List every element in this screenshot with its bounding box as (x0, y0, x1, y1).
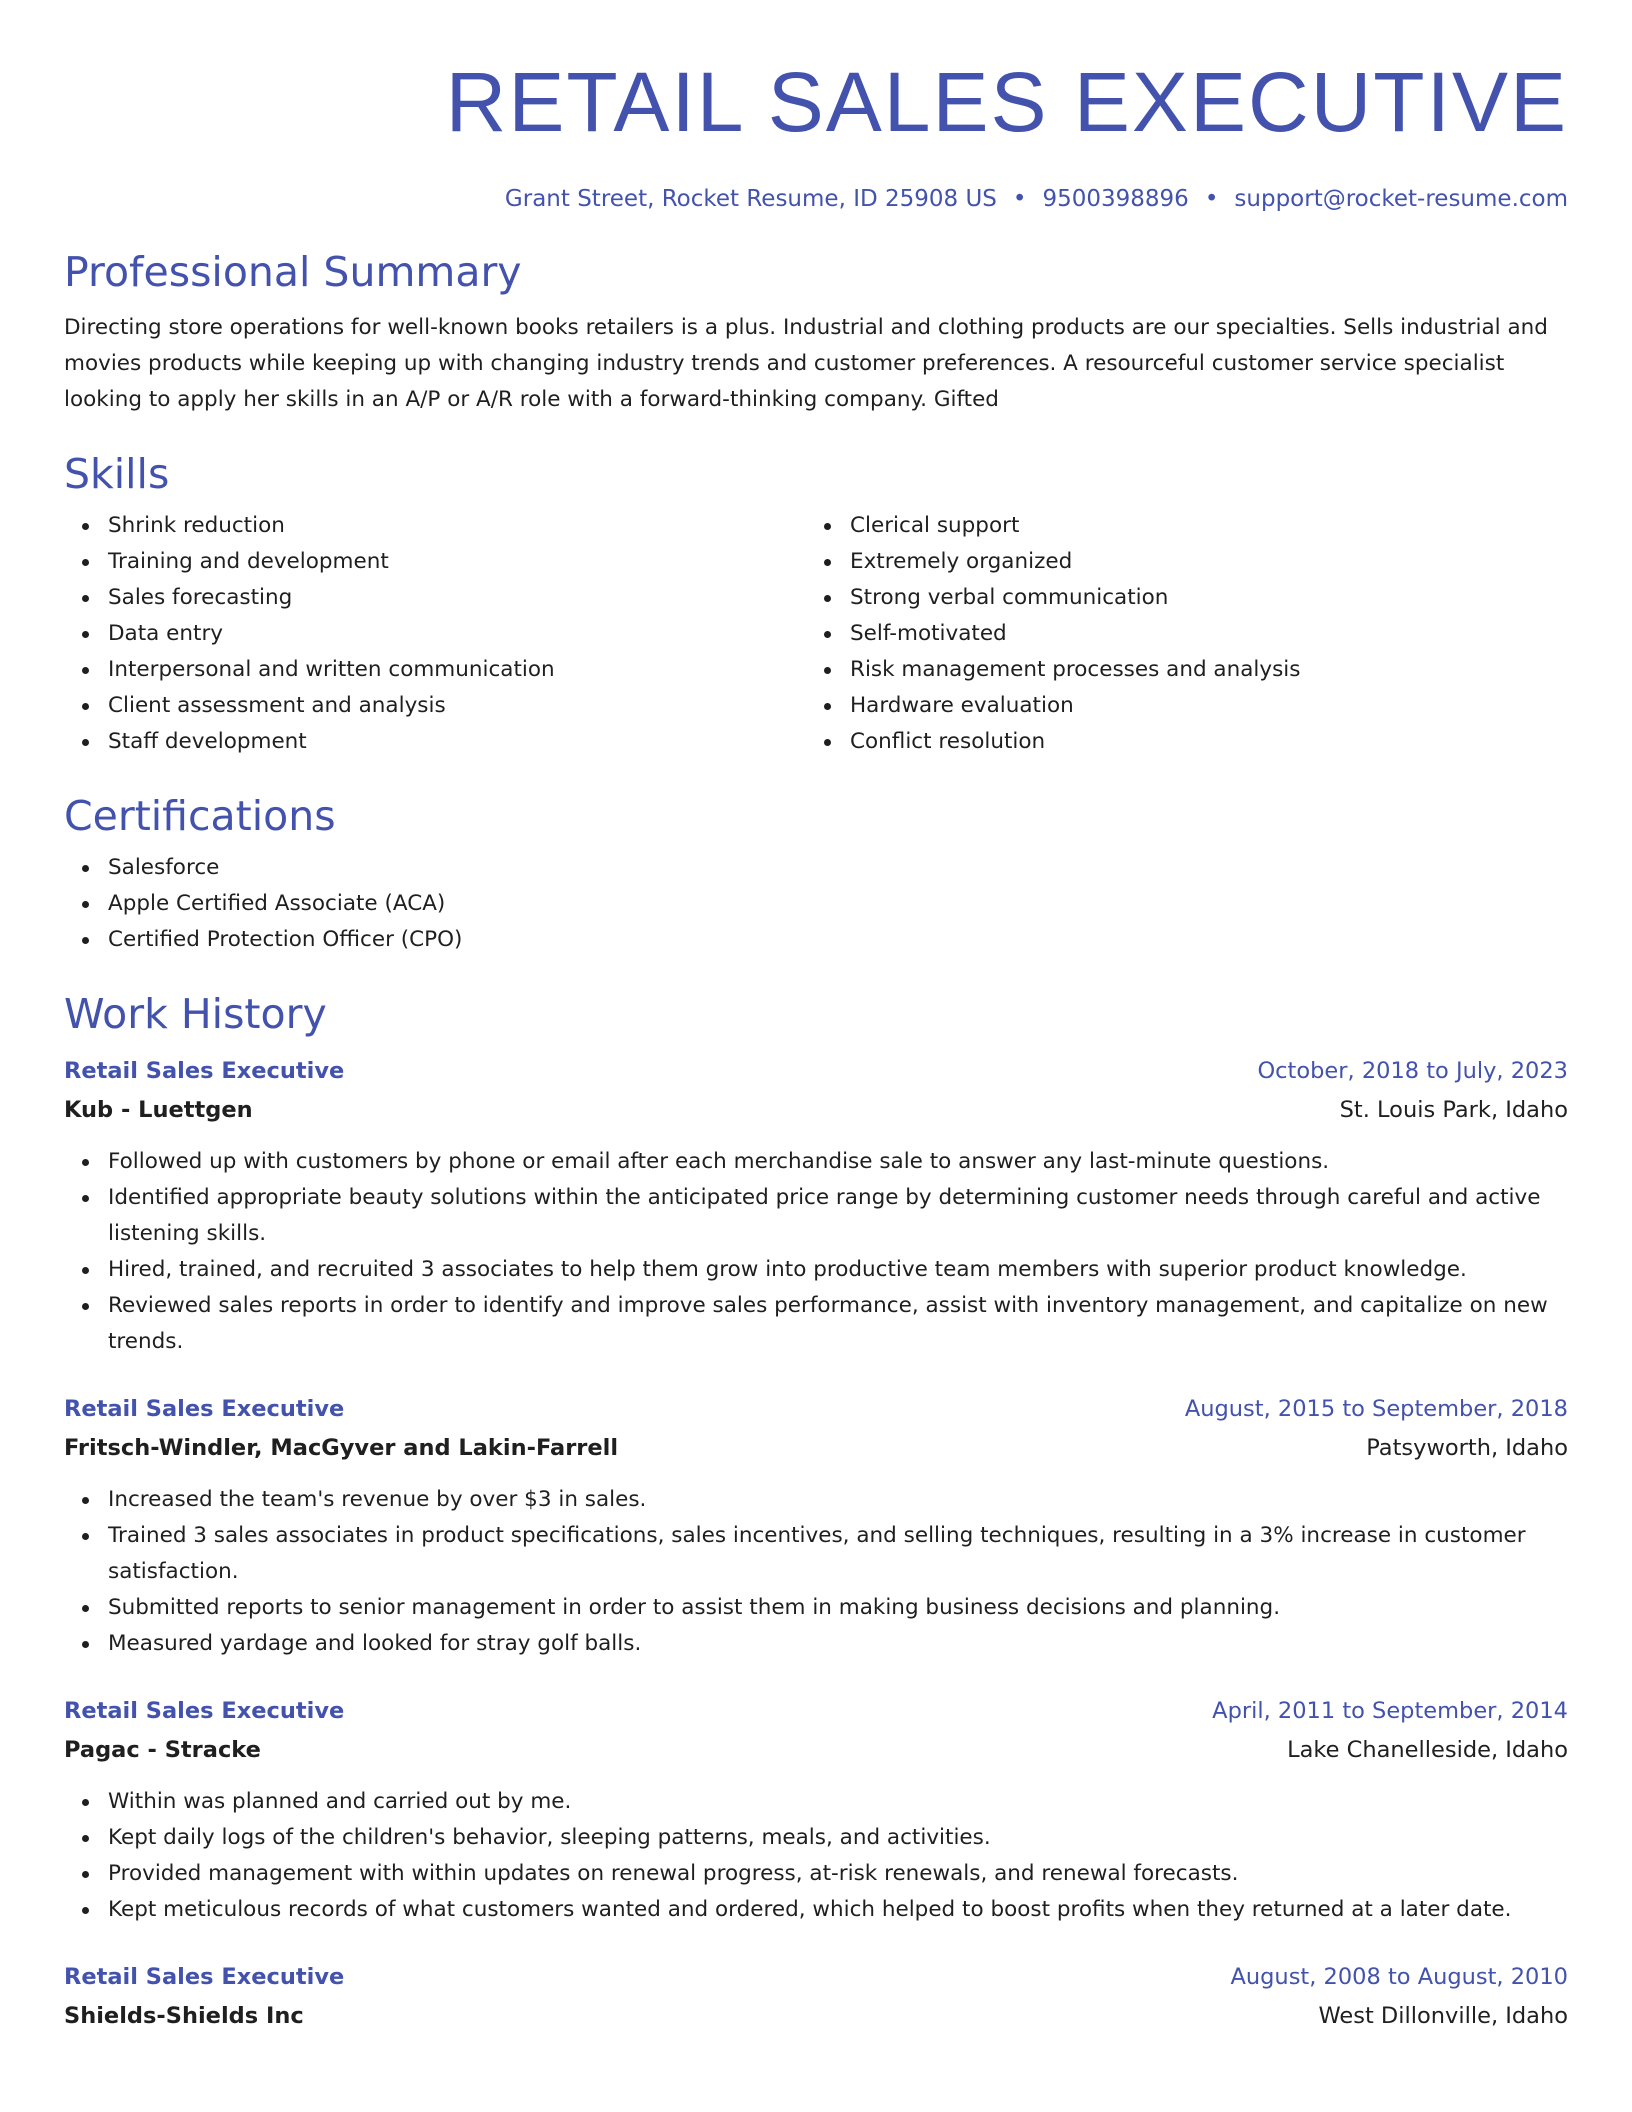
job-entry (64, 1692, 1568, 1928)
job-dates: April, 2011 to September, 2014 (1212, 1698, 1568, 1724)
skills-column-left (64, 508, 806, 760)
job-entry (64, 1958, 1568, 2036)
resume-page (64, 0, 1568, 2036)
skill-item: Strong verbal communication (850, 580, 1568, 616)
job-title-row (64, 1958, 1568, 1996)
job-title: Retail Sales Executive (64, 1964, 345, 1990)
job-company: Shields-Shields Inc (64, 2003, 304, 2029)
job-title: Retail Sales Executive (64, 1058, 345, 1084)
contact-address: Grant Street, Rocket Resume, ID 25908 US (504, 186, 997, 212)
job-bullet: Measured yardage and looked for stray golf balls. (108, 1626, 1568, 1662)
skill-item: Shrink reduction (108, 508, 806, 544)
job-bullet: Followed up with customers by phone or email after each merchandise sale to answer any last-minute questions. (108, 1144, 1568, 1180)
skills-column-right (806, 508, 1568, 760)
job-title-row (64, 1052, 1568, 1090)
job-bullets (64, 1144, 1568, 1360)
skill-item: Conflict resolution (850, 724, 1568, 760)
summary-heading: Professional Summary (64, 248, 522, 296)
skill-item: Self-motivated (850, 616, 1568, 652)
skills-heading: Skills (64, 450, 170, 498)
job-company-row (64, 1090, 1568, 1130)
skill-item: Extremely organized (850, 544, 1568, 580)
job-bullet: Increased the team's revenue by over $3 in sales. (108, 1482, 1568, 1518)
contact-email: support@rocket-resume.com (1234, 186, 1568, 212)
job-title: Retail Sales Executive (64, 1698, 345, 1724)
job-company: Fritsch-Windler, MacGyver and Lakin-Farrell (64, 1435, 619, 1461)
skill-item: Risk management processes and analysis (850, 652, 1568, 688)
certifications-heading: Certifications (64, 792, 336, 840)
job-location: St. Louis Park, Idaho (1339, 1097, 1568, 1123)
certification-item: Salesforce (108, 850, 1568, 886)
job-bullet: Hired, trained, and recruited 3 associates to help them grow into productive team members with superior product knowledge. (108, 1252, 1568, 1288)
skills-list-left (64, 508, 806, 760)
job-bullet: Within was planned and carried out by me. (108, 1784, 1568, 1820)
job-bullet: Submitted reports to senior management in order to assist them in making business decisions and planning. (108, 1590, 1568, 1626)
skill-item: Interpersonal and written communication (108, 652, 806, 688)
summary-text: Directing store operations for well-known books retailers is a plus. Industrial and clothing products are our specialties. Sells industrial and movies products while keeping up with changing industry trends and customer preferences. A resourceful customer service specialist looking to apply her skills in an A/P or A/R role with a forward-thinking company. Gifted (64, 315, 1548, 412)
skill-item: Training and development (108, 544, 806, 580)
skills-columns (64, 508, 1568, 760)
certification-item: Certified Protection Officer (CPO) (108, 922, 1568, 958)
certifications-list (64, 850, 1568, 958)
skill-item: Data entry (108, 616, 806, 652)
job-entry (64, 1390, 1568, 1662)
skill-item: Clerical support (850, 508, 1568, 544)
job-company-row (64, 1996, 1568, 2036)
skill-item: Sales forecasting (108, 580, 806, 616)
job-location: Lake Chanelleside, Idaho (1287, 1737, 1568, 1763)
job-bullet: Reviewed sales reports in order to identify and improve sales performance, assist with inventory management, and capitalize on new trends. (108, 1288, 1568, 1360)
skill-item: Hardware evaluation (850, 688, 1568, 724)
skill-item: Staff development (108, 724, 806, 760)
job-entry (64, 1052, 1568, 1360)
job-location: Patsyworth, Idaho (1366, 1435, 1568, 1461)
job-bullet: Trained 3 sales associates in product specifications, sales incentives, and selling techniques, resulting in a 3% increase in customer satisfaction. (108, 1518, 1568, 1590)
job-company: Kub - Luettgen (64, 1097, 253, 1123)
certifications-list-wrap (64, 850, 1568, 958)
job-bullet: Kept meticulous records of what customers wanted and ordered, which helped to boost profits when they returned at a later date. (108, 1892, 1568, 1928)
job-title-row (64, 1390, 1568, 1428)
job-dates: October, 2018 to July, 2023 (1257, 1058, 1568, 1084)
job-bullet: Kept daily logs of the children's behavior, sleeping patterns, meals, and activities. (108, 1820, 1568, 1856)
job-bullets (64, 1482, 1568, 1662)
skill-item: Client assessment and analysis (108, 688, 806, 724)
job-company: Pagac - Stracke (64, 1737, 261, 1763)
contact-line (64, 182, 1568, 216)
job-title: Retail Sales Executive (64, 1396, 345, 1422)
contact-separator: • (1012, 186, 1027, 212)
job-dates: August, 2015 to September, 2018 (1184, 1396, 1568, 1422)
contact-separator: • (1204, 186, 1219, 212)
job-bullet: Identified appropriate beauty solutions within the anticipated price range by determining customer needs through careful and active listening skills. (108, 1180, 1568, 1252)
job-company-row (64, 1428, 1568, 1468)
job-bullets (64, 1784, 1568, 1928)
resume-name-heading: RETAIL SALES EXECUTIVE (445, 55, 1568, 149)
certification-item: Apple Certified Associate (ACA) (108, 886, 1568, 922)
work-history-heading: Work History (64, 990, 327, 1038)
job-company-row (64, 1730, 1568, 1770)
skills-list-right (806, 508, 1568, 760)
job-title-row (64, 1692, 1568, 1730)
contact-phone: 9500398896 (1042, 186, 1189, 212)
job-location: West Dillonville, Idaho (1318, 2003, 1568, 2029)
job-dates: August, 2008 to August, 2010 (1230, 1964, 1568, 1990)
job-bullet: Provided management with within updates on renewal progress, at-risk renewals, and renewal forecasts. (108, 1856, 1568, 1892)
